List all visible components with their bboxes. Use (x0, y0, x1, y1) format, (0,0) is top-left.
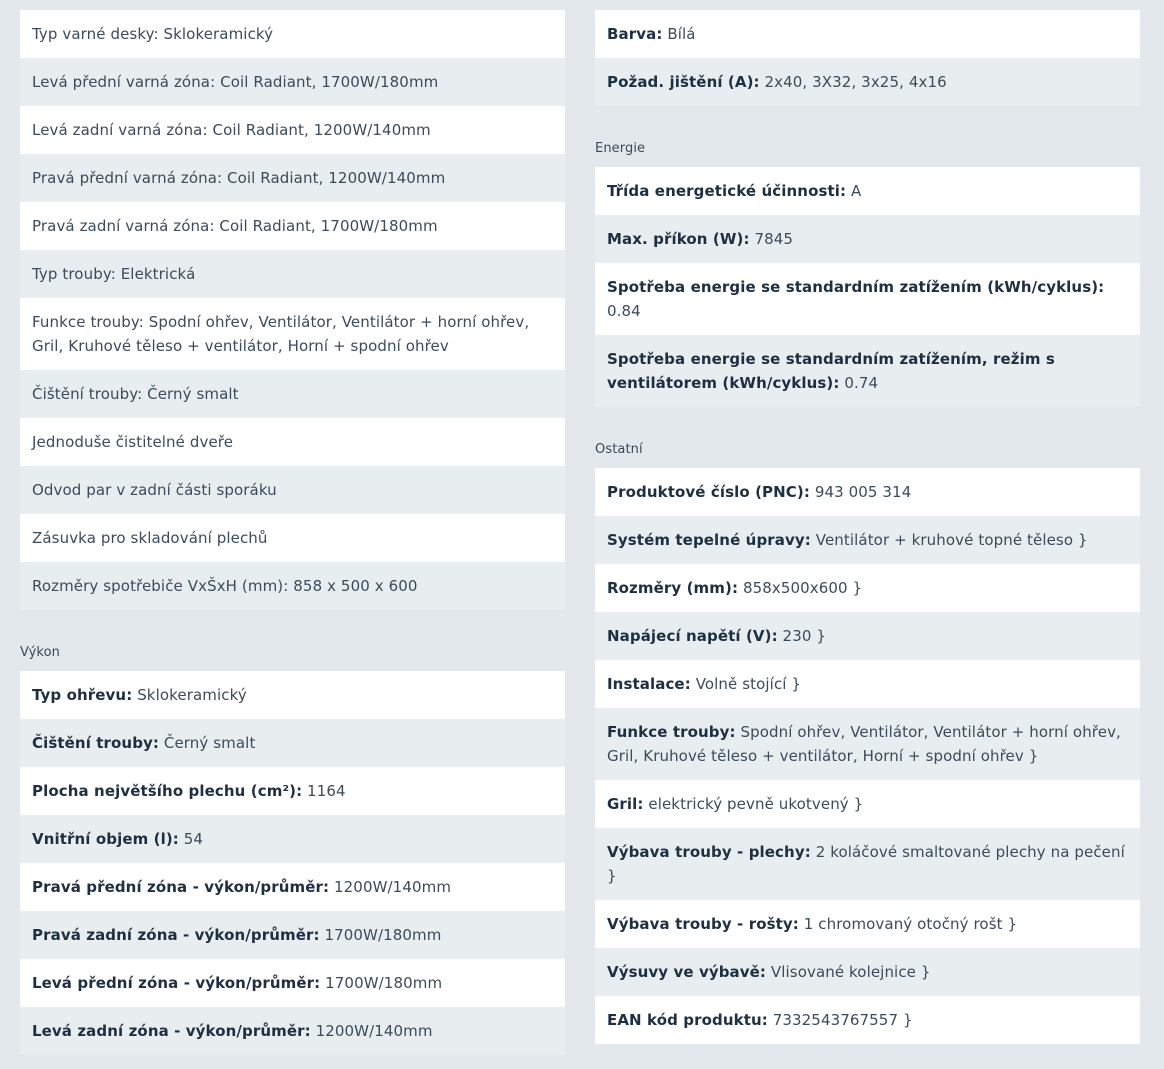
section-title-vykon: Výkon (20, 645, 60, 660)
ostatni-list (595, 468, 1140, 1044)
left-column (20, 10, 565, 1055)
spec-row: Vnitřní objem (l): 54 (20, 815, 565, 863)
feature-row: Pravá zadní varná zóna: Coil Radiant, 1700W/180mm (20, 202, 565, 250)
spec-row: Typ ohřevu: Sklokeramický (20, 671, 565, 719)
feature-row: Čištění trouby: Černý smalt (20, 370, 565, 418)
spec-row: Pravá přední zóna - výkon/průměr: 1200W/140mm (20, 863, 565, 911)
spec-row: Barva: Bílá (595, 10, 1140, 58)
feature-row: Zásuvka pro skladování plechů (20, 514, 565, 562)
spec-row: Výbava trouby - plechy: 2 koláčové smaltované plechy na pečení } (595, 828, 1140, 900)
spec-row: Výsuvy ve výbavě: Vlisované kolejnice } (595, 948, 1140, 996)
vykon-list (20, 671, 565, 1055)
spec-row: Výbava trouby - rošty: 1 chromovaný otočný rošt } (595, 900, 1140, 948)
feature-row: Jednoduše čistitelné dveře (20, 418, 565, 466)
section-title-ostatni: Ostatní (595, 442, 643, 457)
spec-row: Spotřeba energie se standardním zatížením (kWh/cyklus): 0.84 (595, 263, 1140, 335)
feature-row: Funkce trouby: Spodní ohřev, Ventilátor, Ventilátor + horní ohřev, Gril, Kruhové těleso + ventilátor, Horní + spodní ohřev (20, 298, 565, 370)
spec-row: Max. příkon (W): 7845 (595, 215, 1140, 263)
spec-row: Produktové číslo (PNC): 943 005 314 (595, 468, 1140, 516)
spec-row: Instalace: Volně stojící } (595, 660, 1140, 708)
spec-row: Gril: elektrický pevně ukotvený } (595, 780, 1140, 828)
feature-row: Pravá přední varná zóna: Coil Radiant, 1200W/140mm (20, 154, 565, 202)
spec-row: Systém tepelné úpravy: Ventilátor + kruhové topné těleso } (595, 516, 1140, 564)
spec-row: Spotřeba energie se standardním zatížením, režim s ventilátorem (kWh/cyklus): 0.74 (595, 335, 1140, 407)
energie-list (595, 167, 1140, 407)
feature-row: Typ trouby: Elektrická (20, 250, 565, 298)
spec-row: Napájecí napětí (V): 230 } (595, 612, 1140, 660)
spec-row: Plocha největšího plechu (cm²): 1164 (20, 767, 565, 815)
feature-row: Levá přední varná zóna: Coil Radiant, 1700W/180mm (20, 58, 565, 106)
spec-row: EAN kód produktu: 7332543767557 } (595, 996, 1140, 1044)
spec-row: Funkce trouby: Spodní ohřev, Ventilátor, Ventilátor + horní ohřev, Gril, Kruhové těleso + ventilátor, Horní + spodní ohřev } (595, 708, 1140, 780)
spec-row: Levá zadní zóna - výkon/průměr: 1200W/140mm (20, 1007, 565, 1055)
feature-row: Typ varné desky: Sklokeramický (20, 10, 565, 58)
feature-row: Levá zadní varná zóna: Coil Radiant, 1200W/140mm (20, 106, 565, 154)
top-list (595, 10, 1140, 106)
spec-row: Levá přední zóna - výkon/průměr: 1700W/180mm (20, 959, 565, 1007)
spec-row: Pravá zadní zóna - výkon/průměr: 1700W/180mm (20, 911, 565, 959)
spec-row: Třída energetické účinnosti: A (595, 167, 1140, 215)
spec-row: Čištění trouby: Černý smalt (20, 719, 565, 767)
spec-row: Rozměry (mm): 858x500x600 } (595, 564, 1140, 612)
feature-row: Rozměry spotřebiče VxŠxH (mm): 858 x 500 x 600 (20, 562, 565, 610)
spec-row: Požad. jištění (A): 2x40, 3X32, 3x25, 4x16 (595, 58, 1140, 106)
feature-row: Odvod par v zadní části sporáku (20, 466, 565, 514)
right-column (595, 10, 1140, 1044)
features-list (20, 10, 565, 610)
section-title-energie: Energie (595, 141, 646, 156)
